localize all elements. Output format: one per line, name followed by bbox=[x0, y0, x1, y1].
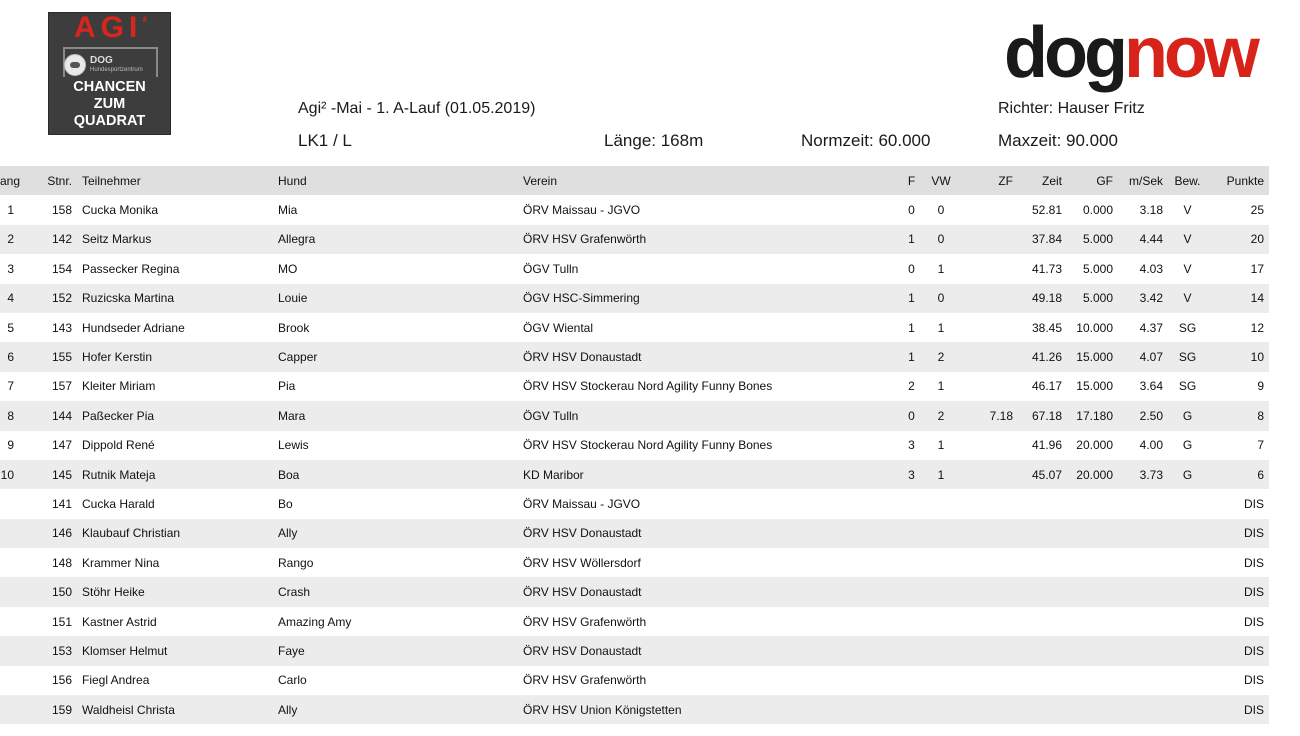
cell-m-sek bbox=[1113, 577, 1163, 606]
cell-zeit: 45.07 bbox=[1031, 467, 1062, 482]
cell-f: 0 bbox=[908, 261, 915, 276]
cell-vw: 1 bbox=[937, 379, 945, 394]
cell-gf bbox=[1062, 519, 1113, 548]
cell-bew bbox=[1163, 489, 1209, 518]
col-header-rang: ang bbox=[0, 173, 21, 188]
cell-teilnehmer: Waldheisl Christa bbox=[82, 702, 175, 717]
cell-teilnehmer: Krammer Nina bbox=[82, 555, 160, 570]
cell-zeit bbox=[1013, 666, 1062, 695]
cell-rang bbox=[0, 695, 22, 724]
cell-zf bbox=[961, 666, 1013, 695]
cell-bew bbox=[1163, 519, 1209, 548]
cell-gf: 15.000 bbox=[1076, 379, 1113, 394]
table-row bbox=[0, 460, 1269, 489]
cell-m-sek bbox=[1113, 548, 1163, 577]
cell-hund: Amazing Amy bbox=[278, 614, 352, 629]
cell-verein: ÖRV Maissau - JGVO bbox=[523, 203, 641, 218]
cell-hund: Mara bbox=[278, 408, 306, 423]
cell-f: 1 bbox=[908, 320, 915, 335]
dog-brand-subtitle: Hundesportzentrum bbox=[90, 67, 143, 73]
cell-vw bbox=[921, 548, 961, 577]
cell-f bbox=[902, 519, 921, 548]
cell-zf: 7.18 bbox=[989, 408, 1013, 423]
cell-m-sek: 3.64 bbox=[1139, 379, 1163, 394]
cell-punkte: DIS bbox=[1243, 496, 1264, 511]
table-row bbox=[0, 607, 1269, 636]
cell-zf bbox=[961, 225, 1013, 254]
cell-f bbox=[902, 548, 921, 577]
results-table bbox=[0, 166, 1269, 724]
cell-m-sek: 4.00 bbox=[1139, 438, 1163, 453]
table-row bbox=[0, 313, 1269, 342]
cell-teilnehmer: Paßecker Pia bbox=[82, 408, 155, 423]
cell-punkte: DIS bbox=[1243, 526, 1264, 541]
cell-teilnehmer: Hofer Kerstin bbox=[82, 350, 153, 365]
cell-zeit bbox=[1013, 519, 1062, 548]
cell-teilnehmer: Hundseder Adriane bbox=[82, 320, 185, 335]
cell-m-sek: 2.50 bbox=[1139, 408, 1163, 423]
cell-verein: ÖRV HSV Wöllersdorf bbox=[523, 555, 641, 570]
cell-bew: SG bbox=[1178, 379, 1197, 394]
col-header-hund: Hund bbox=[278, 173, 307, 188]
agi-logo-text: AGI bbox=[73, 12, 143, 44]
cell-f: 1 bbox=[908, 291, 915, 306]
cell-teilnehmer: Passecker Regina bbox=[82, 261, 180, 276]
cell-vw: 1 bbox=[937, 261, 945, 276]
cell-zf bbox=[961, 372, 1013, 401]
cell-verein: ÖGV Tulln bbox=[523, 408, 579, 423]
cell-m-sek: 4.37 bbox=[1139, 320, 1163, 335]
dognow-logo-now: now bbox=[1123, 13, 1256, 93]
cell-f: 0 bbox=[908, 408, 915, 423]
dognow-logo-dog: dog bbox=[1004, 13, 1124, 93]
cell-punkte: 25 bbox=[1250, 203, 1264, 218]
cell-hund: Boa bbox=[278, 467, 300, 482]
cell-teilnehmer: Kastner Astrid bbox=[82, 614, 157, 629]
cell-zeit bbox=[1013, 636, 1062, 665]
cell-vw bbox=[921, 519, 961, 548]
cell-bew: SG bbox=[1178, 320, 1197, 335]
table-row bbox=[0, 195, 1269, 224]
col-header-gf: GF bbox=[1096, 173, 1113, 188]
table-row bbox=[0, 401, 1269, 430]
cell-hund: Lewis bbox=[278, 438, 309, 453]
cell-f bbox=[902, 489, 921, 518]
cell-rang: 3 bbox=[7, 261, 14, 276]
cell-bew bbox=[1163, 548, 1209, 577]
cell-punkte: 12 bbox=[1250, 320, 1264, 335]
cell-rang: 6 bbox=[7, 350, 14, 365]
cell-zf bbox=[961, 431, 1013, 460]
cell-bew bbox=[1163, 607, 1209, 636]
cell-stnr: 142 bbox=[51, 232, 72, 247]
cell-stnr: 152 bbox=[51, 291, 72, 306]
cell-bew: V bbox=[1183, 232, 1192, 247]
cell-punkte: DIS bbox=[1243, 673, 1264, 688]
cell-hund: MO bbox=[278, 261, 298, 276]
cell-bew bbox=[1163, 636, 1209, 665]
cell-stnr: 153 bbox=[51, 643, 72, 658]
cell-stnr: 156 bbox=[51, 673, 72, 688]
cell-rang bbox=[0, 636, 22, 665]
cell-verein: ÖRV HSV Donaustadt bbox=[523, 526, 642, 541]
cell-rang bbox=[0, 489, 22, 518]
dognow-logo bbox=[1004, 8, 1256, 98]
cell-m-sek: 3.18 bbox=[1139, 203, 1163, 218]
cell-rang: 2 bbox=[7, 232, 14, 247]
col-header-zf: ZF bbox=[998, 173, 1013, 188]
cell-gf: 5.000 bbox=[1082, 261, 1113, 276]
cell-verein: ÖRV HSV Grafenwörth bbox=[523, 232, 647, 247]
cell-zf bbox=[961, 519, 1013, 548]
cell-zeit bbox=[1013, 577, 1062, 606]
slogan-line-3: QUADRAT bbox=[73, 113, 146, 129]
cell-bew: SG bbox=[1178, 350, 1197, 365]
cell-teilnehmer: Seitz Markus bbox=[82, 232, 152, 247]
cell-bew: G bbox=[1182, 408, 1193, 423]
agi-logo bbox=[48, 12, 171, 135]
table-row bbox=[0, 342, 1269, 371]
cell-gf: 5.000 bbox=[1082, 291, 1113, 306]
cell-hund: Ally bbox=[278, 702, 298, 717]
cell-rang bbox=[0, 519, 22, 548]
cell-f bbox=[902, 666, 921, 695]
cell-hund: Louie bbox=[278, 291, 308, 306]
cell-stnr: 143 bbox=[51, 320, 72, 335]
cell-hund: Capper bbox=[278, 350, 318, 365]
cell-rang: 1 bbox=[7, 203, 14, 218]
cell-teilnehmer: Kleiter Miriam bbox=[82, 379, 156, 394]
cell-verein: ÖRV HSV Donaustadt bbox=[523, 350, 642, 365]
cell-vw: 1 bbox=[937, 467, 945, 482]
cell-stnr: 151 bbox=[51, 614, 72, 629]
cell-gf: 15.000 bbox=[1076, 350, 1113, 365]
cell-zf bbox=[961, 313, 1013, 342]
cell-hund: Allegra bbox=[278, 232, 316, 247]
cell-zeit: 38.45 bbox=[1031, 320, 1062, 335]
cell-f bbox=[902, 695, 921, 724]
table-row bbox=[0, 225, 1269, 254]
cell-f bbox=[902, 577, 921, 606]
cell-f: 2 bbox=[908, 379, 915, 394]
cell-teilnehmer: Klaubauf Christian bbox=[82, 526, 181, 541]
cell-vw: 2 bbox=[937, 350, 945, 365]
cell-verein: ÖRV HSV Union Königstetten bbox=[523, 702, 682, 717]
cell-verein: ÖRV HSV Stockerau Nord Agility Funny Bones bbox=[523, 379, 773, 394]
col-header-stnr: Stnr. bbox=[47, 173, 72, 188]
cell-m-sek: 4.03 bbox=[1139, 261, 1163, 276]
cell-punkte: DIS bbox=[1243, 614, 1264, 629]
cell-rang: 10 bbox=[0, 467, 14, 482]
col-header-f: F bbox=[907, 173, 916, 188]
cell-hund: Ally bbox=[278, 526, 298, 541]
cell-teilnehmer: Cucka Monika bbox=[82, 203, 159, 218]
cell-teilnehmer: Stöhr Heike bbox=[82, 585, 145, 600]
cell-m-sek bbox=[1113, 519, 1163, 548]
cell-vw bbox=[921, 607, 961, 636]
cell-zeit bbox=[1013, 607, 1062, 636]
cell-verein: ÖGV Wiental bbox=[523, 320, 594, 335]
cell-zeit: 49.18 bbox=[1031, 291, 1062, 306]
cell-vw: 0 bbox=[937, 232, 945, 247]
cell-vw bbox=[921, 577, 961, 606]
cell-f: 1 bbox=[908, 350, 915, 365]
cell-hund: Brook bbox=[278, 320, 310, 335]
cell-gf bbox=[1062, 577, 1113, 606]
cell-vw bbox=[921, 695, 961, 724]
cell-vw bbox=[921, 489, 961, 518]
cell-rang: 5 bbox=[7, 320, 14, 335]
cell-f: 1 bbox=[908, 232, 915, 247]
cell-verein: ÖRV HSV Grafenwörth bbox=[523, 673, 647, 688]
cell-teilnehmer: Klomser Helmut bbox=[82, 643, 168, 658]
cell-hund: Mia bbox=[278, 203, 298, 218]
cell-vw: 0 bbox=[937, 203, 945, 218]
cell-stnr: 147 bbox=[51, 438, 72, 453]
cell-zeit: 52.81 bbox=[1031, 203, 1062, 218]
cell-punkte: 20 bbox=[1250, 232, 1264, 247]
cell-f bbox=[902, 607, 921, 636]
col-header-zeit: Zeit bbox=[1041, 173, 1062, 188]
col-header-vw: VW bbox=[931, 173, 951, 188]
cell-verein: ÖRV Maissau - JGVO bbox=[523, 496, 641, 511]
cell-vw: 0 bbox=[937, 291, 945, 306]
table-row bbox=[0, 548, 1269, 577]
cell-zf bbox=[961, 577, 1013, 606]
cell-zf bbox=[961, 195, 1013, 224]
cell-stnr: 141 bbox=[51, 496, 72, 511]
cell-gf: 0.000 bbox=[1082, 203, 1113, 218]
cell-m-sek: 4.44 bbox=[1139, 232, 1163, 247]
table-row bbox=[0, 431, 1269, 460]
cell-teilnehmer: Ruzicska Martina bbox=[82, 291, 175, 306]
cell-f: 0 bbox=[908, 203, 915, 218]
cell-stnr: 157 bbox=[51, 379, 72, 394]
cell-gf bbox=[1062, 489, 1113, 518]
cell-zeit: 67.18 bbox=[1031, 408, 1062, 423]
cell-hund: Rango bbox=[278, 555, 314, 570]
cell-bew: V bbox=[1183, 261, 1192, 276]
cell-bew: V bbox=[1183, 203, 1192, 218]
agi-logo-slogan bbox=[49, 79, 170, 130]
cell-rang: 9 bbox=[7, 438, 14, 453]
cell-zf bbox=[961, 607, 1013, 636]
cell-zeit: 41.26 bbox=[1031, 350, 1062, 365]
cell-zeit bbox=[1013, 489, 1062, 518]
cell-zf bbox=[961, 695, 1013, 724]
cell-rang bbox=[0, 607, 22, 636]
cell-hund: Pia bbox=[278, 379, 296, 394]
cell-zeit: 46.17 bbox=[1031, 379, 1062, 394]
cell-rang bbox=[0, 666, 22, 695]
cell-gf: 10.000 bbox=[1076, 320, 1113, 335]
table-row bbox=[0, 254, 1269, 283]
cell-bew bbox=[1163, 577, 1209, 606]
cell-verein: ÖGV HSC-Simmering bbox=[523, 291, 640, 306]
table-row bbox=[0, 666, 1269, 695]
cell-bew bbox=[1163, 666, 1209, 695]
cell-stnr: 154 bbox=[51, 261, 72, 276]
cell-rang: 4 bbox=[7, 291, 14, 306]
cell-bew: V bbox=[1183, 291, 1192, 306]
cell-teilnehmer: Cucka Harald bbox=[82, 496, 155, 511]
col-header-verein: Verein bbox=[523, 173, 558, 188]
cell-stnr: 145 bbox=[51, 467, 72, 482]
cell-teilnehmer: Rutnik Mateja bbox=[82, 467, 156, 482]
cell-f: 3 bbox=[908, 467, 915, 482]
cell-zeit: 41.96 bbox=[1031, 438, 1062, 453]
cell-zf bbox=[961, 548, 1013, 577]
col-header-bew: Bew. bbox=[1174, 173, 1201, 188]
cell-punkte: DIS bbox=[1243, 555, 1264, 570]
cell-stnr: 148 bbox=[51, 555, 72, 570]
cell-f: 3 bbox=[908, 438, 915, 453]
cell-hund: Bo bbox=[278, 496, 293, 511]
cell-punkte: DIS bbox=[1243, 643, 1264, 658]
cell-hund: Carlo bbox=[278, 673, 307, 688]
table-row bbox=[0, 489, 1269, 518]
cell-stnr: 150 bbox=[51, 585, 72, 600]
cell-punkte: DIS bbox=[1243, 702, 1264, 717]
cell-m-sek bbox=[1113, 695, 1163, 724]
cell-stnr: 159 bbox=[51, 702, 72, 717]
cell-vw bbox=[921, 636, 961, 665]
judge-label: Richter: Hauser Fritz bbox=[998, 100, 1145, 117]
cell-gf: 20.000 bbox=[1076, 467, 1113, 482]
cell-verein: ÖRV HSV Donaustadt bbox=[523, 643, 642, 658]
cell-vw: 1 bbox=[937, 438, 945, 453]
cell-rang: 8 bbox=[7, 408, 14, 423]
cell-gf: 5.000 bbox=[1082, 232, 1113, 247]
cell-punkte: 17 bbox=[1250, 261, 1264, 276]
cell-punkte: 7 bbox=[1257, 438, 1264, 453]
course-length: Länge: 168m bbox=[604, 131, 704, 150]
cell-verein: ÖRV HSV Donaustadt bbox=[523, 585, 642, 600]
cell-m-sek: 3.42 bbox=[1139, 291, 1163, 306]
class-label: LK1 / L bbox=[298, 131, 352, 150]
dog-brand-text: DOG bbox=[90, 55, 113, 66]
cell-rang bbox=[0, 548, 22, 577]
cell-zf bbox=[961, 254, 1013, 283]
cell-punkte: 14 bbox=[1250, 291, 1264, 306]
table-row bbox=[0, 577, 1269, 606]
cell-punkte: DIS bbox=[1243, 585, 1264, 600]
cell-stnr: 158 bbox=[51, 203, 72, 218]
table-row bbox=[0, 636, 1269, 665]
cell-zeit: 41.73 bbox=[1031, 261, 1062, 276]
event-title: Agi² -Mai - 1. A-Lauf (01.05.2019) bbox=[298, 100, 536, 117]
cell-m-sek bbox=[1113, 636, 1163, 665]
cell-m-sek: 4.07 bbox=[1139, 350, 1163, 365]
cell-stnr: 155 bbox=[51, 350, 72, 365]
cell-punkte: 10 bbox=[1250, 350, 1264, 365]
cell-gf bbox=[1062, 666, 1113, 695]
cell-gf: 17.180 bbox=[1076, 408, 1113, 423]
table-row bbox=[0, 519, 1269, 548]
cell-stnr: 146 bbox=[51, 526, 72, 541]
dog-emblem-icon bbox=[64, 54, 86, 76]
slogan-line-2: ZUM bbox=[93, 96, 126, 112]
cell-verein: ÖRV HSV Stockerau Nord Agility Funny Bones bbox=[523, 438, 773, 453]
col-header-m-sek: m/Sek bbox=[1128, 173, 1163, 188]
cell-vw: 1 bbox=[937, 320, 945, 335]
cell-rang: 7 bbox=[7, 379, 14, 394]
cell-gf bbox=[1062, 695, 1113, 724]
cell-m-sek bbox=[1113, 607, 1163, 636]
table-row bbox=[0, 284, 1269, 313]
cell-teilnehmer: Fiegl Andrea bbox=[82, 673, 150, 688]
cell-gf bbox=[1062, 636, 1113, 665]
cell-teilnehmer: Dippold René bbox=[82, 438, 155, 453]
table-row bbox=[0, 372, 1269, 401]
cell-verein: KD Maribor bbox=[523, 467, 584, 482]
slogan-line-1: CHANCEN bbox=[73, 79, 146, 95]
cell-zf bbox=[961, 460, 1013, 489]
cell-verein: ÖGV Tulln bbox=[523, 261, 579, 276]
col-header-teilnehmer: Teilnehmer bbox=[82, 173, 141, 188]
col-header-punkte: Punkte bbox=[1226, 173, 1264, 188]
agi-logo-wordmark bbox=[51, 12, 170, 45]
agi-logo-superscript: ² bbox=[142, 13, 147, 29]
cell-vw: 2 bbox=[937, 408, 945, 423]
cell-gf bbox=[1062, 548, 1113, 577]
cell-m-sek bbox=[1113, 666, 1163, 695]
cell-zf bbox=[961, 284, 1013, 313]
cell-punkte: 8 bbox=[1257, 408, 1264, 423]
cell-punkte: 6 bbox=[1257, 467, 1264, 482]
cell-stnr: 144 bbox=[51, 408, 72, 423]
cell-punkte: 9 bbox=[1257, 379, 1264, 394]
cell-vw bbox=[921, 666, 961, 695]
cell-zf bbox=[961, 489, 1013, 518]
cell-hund: Crash bbox=[278, 585, 311, 600]
cell-zeit: 37.84 bbox=[1031, 232, 1062, 247]
max-time: Maxzeit: 90.000 bbox=[998, 131, 1119, 150]
cell-hund: Faye bbox=[278, 643, 305, 658]
cell-bew: G bbox=[1182, 467, 1193, 482]
cell-bew bbox=[1163, 695, 1209, 724]
cell-f bbox=[902, 636, 921, 665]
cell-verein: ÖRV HSV Grafenwörth bbox=[523, 614, 647, 629]
cell-rang bbox=[0, 577, 22, 606]
cell-zf bbox=[961, 636, 1013, 665]
cell-gf bbox=[1062, 607, 1113, 636]
cell-m-sek bbox=[1113, 489, 1163, 518]
standard-time: Normzeit: 60.000 bbox=[801, 131, 931, 150]
cell-zeit bbox=[1013, 548, 1062, 577]
table-row bbox=[0, 695, 1269, 724]
cell-gf: 20.000 bbox=[1076, 438, 1113, 453]
cell-zf bbox=[961, 342, 1013, 371]
cell-m-sek: 3.73 bbox=[1139, 467, 1163, 482]
cell-bew: G bbox=[1182, 438, 1193, 453]
cell-zeit bbox=[1013, 695, 1062, 724]
table-header-row bbox=[0, 166, 1269, 195]
